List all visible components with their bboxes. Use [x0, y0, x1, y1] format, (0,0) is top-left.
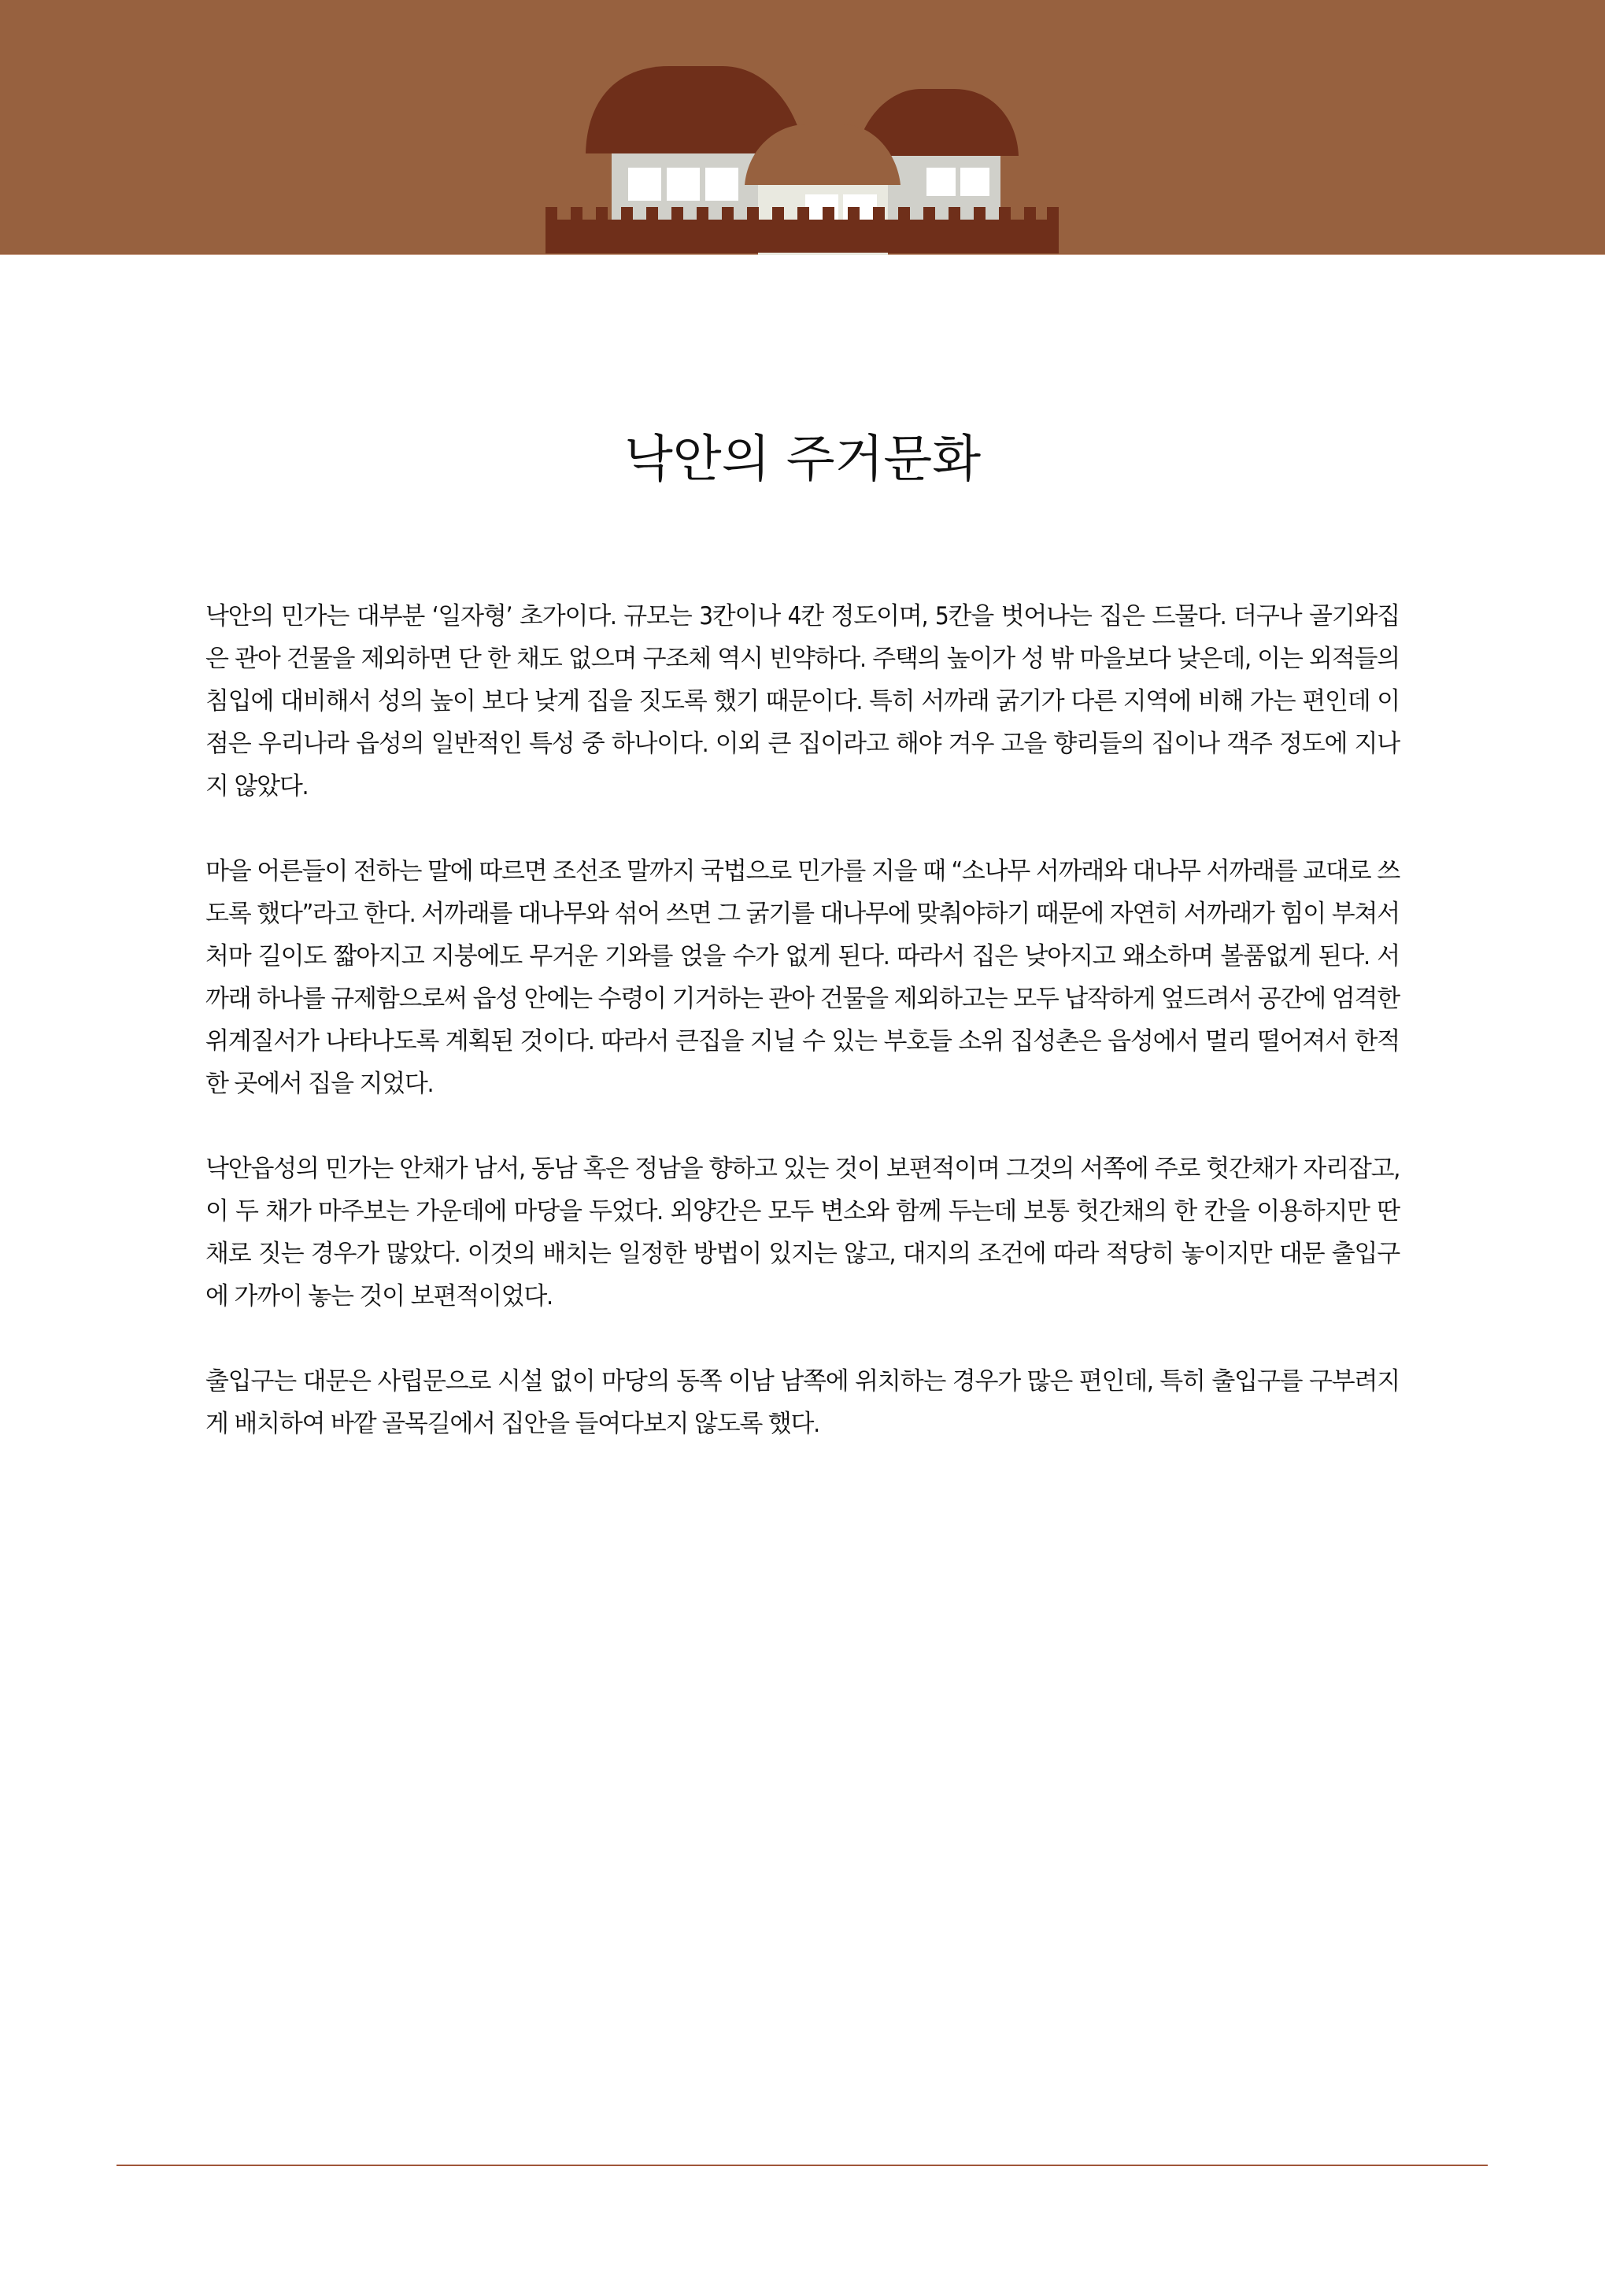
fence-base [545, 220, 1059, 253]
document-body [205, 595, 1400, 1488]
left-window-2 [667, 168, 700, 201]
paragraph-3: 낙안읍성의 민가는 안채가 남서, 동남 혹은 정남을 향하고 있는 것이 보편적이며 그것의 서쪽에 주로 헛간채가 자리잡고, 이 두 채가 마주보는 가운데에 마당을 두었다. 외양간은 모두 변소와 함께 두는데 보통 헛간채의 한 칸을 이용하지만 딴 채로 짓는 경우가 많았다. 이것의 배치는 일정한 방법이 있지는 않고, 대지의 조건에 따라 적당히 놓이지만 대문 출입구에 가까이 놓는 것이 보편적이었다. [205, 1155, 1400, 1311]
left-window-1 [628, 168, 661, 201]
page-title: 낙안의 주거문화 [623, 431, 982, 489]
fence-crenels [545, 207, 1059, 220]
header-banner [0, 0, 1605, 255]
right-window-2 [960, 168, 989, 196]
hanok-illustration-icon [0, 0, 1605, 255]
right-window-1 [926, 168, 956, 196]
entrance-path [758, 253, 888, 255]
paragraph-4: 출입구는 대문은 사립문으로 시설 없이 마당의 동쪽 이남 남쪽에 위치하는 경우가 많은 편인데, 특히 출입구를 구부려지게 배치하여 바깥 골목길에서 집안을 들여다보지 않도록 했다. [205, 1367, 1400, 1438]
paragraph-1: 낙안의 민가는 대부분 ‘일자형’ 초가이다. 규모는 3칸이나 4칸 정도이며, 5칸을 벗어나는 집은 드물다. 더구나 골기와집은 관아 건물을 제외하면 단 한 채도 없으며 구조체 역시 빈약하다. 주택의 높이가 성 밖 마을보다 낮은데, 이는 외적들의 침입에 대비해서 성의 높이 보다 낮게 집을 짓도록 했기 때문이다. 특히 서까래 굵기가 다른 지역에 비해 가는 편인데 이점은 우리나라 읍성의 일반적인 특성 중 하나이다. 이외 큰 집이라고 해야 겨우 고을 향리들의 집이나 객주 정도에 지나지 않았다. [205, 602, 1400, 800]
left-window-3 [705, 168, 738, 201]
paragraph-2: 마을 어른들이 전하는 말에 따르면 조선조 말까지 국법으로 민가를 지을 때 “소나무 서까래와 대나무 서까래를 교대로 쓰도록 했다”라고 한다. 서까래를 대나무와 섞어 쓰면 그 굵기를 대나무에 맞춰야하기 때문에 자연히 서까래가 힘이 부쳐서 처마 길이도 짧아지고 지붕에도 무거운 기와를 얹을 수가 없게 된다. 따라서 집은 낮아지고 왜소하며 볼품없게 된다. 서까래 하나를 규제함으로써 읍성 안에는 수령이 기거하는 관아 건물을 제외하고는 모두 납작하게 엎드려서 공간에 엄격한 위계질서가 나타나도록 계획된 것이다. 따라서 큰집을 지닐 수 있는 부호들 소위 집성촌은 읍성에서 멀리 떨어져서 한적한 곳에서 집을 지었다. [205, 857, 1400, 1098]
footer-divider [116, 2165, 1488, 2166]
